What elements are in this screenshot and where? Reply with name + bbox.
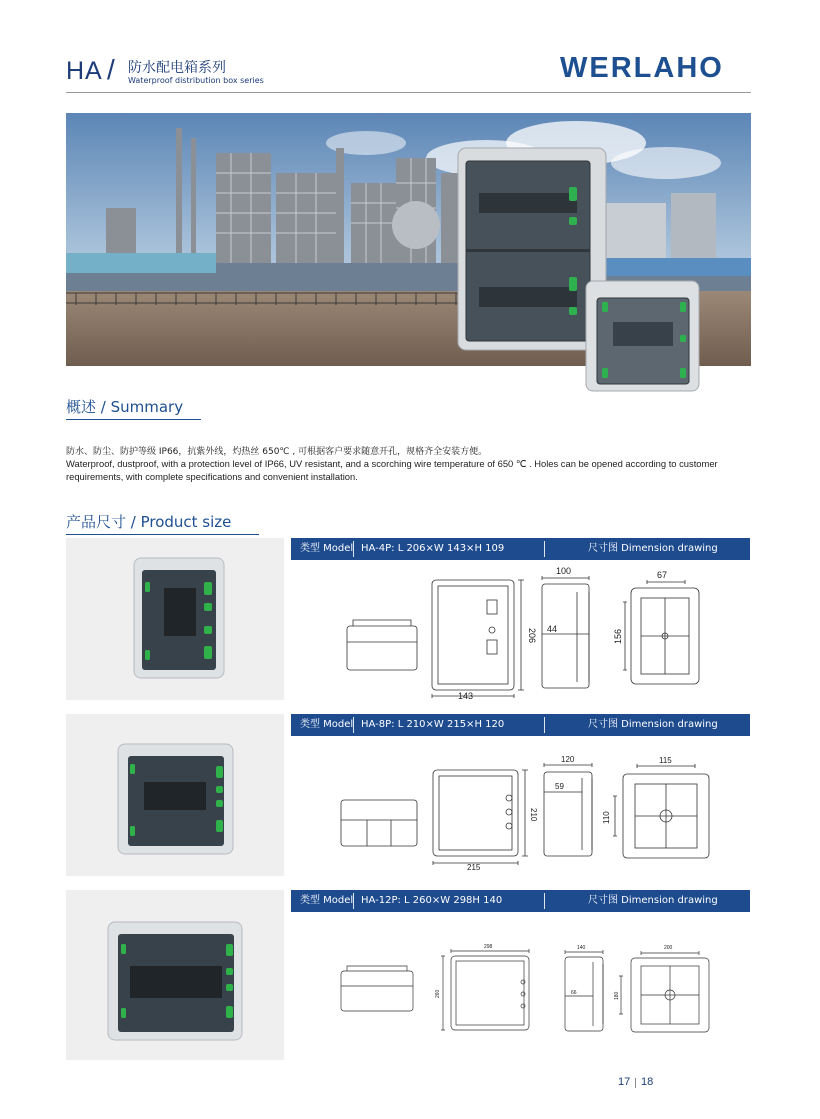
dim-back-width: 115 bbox=[659, 756, 672, 765]
top-view bbox=[341, 971, 413, 1011]
dim-front-width: 298 bbox=[484, 944, 493, 950]
front-view bbox=[433, 770, 518, 856]
bar-separator bbox=[544, 541, 545, 557]
product-photo-ha-8p bbox=[66, 714, 284, 876]
enclosure-12p-graphic bbox=[66, 890, 284, 1060]
dim-side-depth: 59 bbox=[555, 782, 564, 791]
bar-separator bbox=[544, 717, 545, 733]
product-photo-ha-4p bbox=[66, 538, 284, 700]
bar-separator bbox=[544, 893, 545, 909]
summary-heading-underline bbox=[66, 419, 201, 420]
model-spec: HA-8P: L 210×W 215×H 120 bbox=[361, 719, 505, 730]
dim-front-width: 215 bbox=[467, 863, 481, 872]
model-bar-ha-12p bbox=[291, 890, 750, 912]
dim-side-width: 140 bbox=[577, 945, 586, 951]
page-number-separator bbox=[635, 1078, 636, 1088]
series-title-en: Waterproof distribution box series bbox=[128, 76, 264, 85]
dim-back-width: 67 bbox=[657, 570, 668, 580]
dimension-drawing-label: 尺寸图 Dimension drawing bbox=[588, 719, 718, 730]
bar-separator bbox=[353, 717, 354, 733]
model-spec: HA-4P: L 206×W 143×H 109 bbox=[361, 543, 505, 554]
front-view bbox=[432, 580, 514, 690]
dim-side-depth: 44 bbox=[547, 624, 558, 634]
page-number-right: 18 bbox=[641, 1076, 654, 1088]
summary-heading: 概述 / Summary bbox=[66, 398, 184, 416]
dimension-drawing-ha-4p bbox=[291, 562, 750, 702]
dimension-drawing-label: 尺寸图 Dimension drawing bbox=[588, 543, 718, 554]
dimension-drawing-label: 尺寸图 Dimension drawing bbox=[588, 895, 718, 906]
hero-product-small-enclosure bbox=[585, 280, 700, 392]
dim-side-width: 100 bbox=[556, 566, 572, 576]
drawing-8p-svg bbox=[291, 738, 750, 878]
summary-text-en: Waterproof, dustproof, with a protection level of IP66, UV resistant, and a scorching wire temperature of 650 ℃ . Holes can be opened according to customer requirements, with complete specifications and convenient installation. bbox=[66, 458, 718, 482]
dimension-drawing-ha-12p bbox=[291, 914, 750, 1060]
model-type-label: 类型 Model bbox=[300, 543, 354, 554]
dim-back-height: 180 bbox=[614, 991, 620, 1000]
dim-front-height: 260 bbox=[435, 989, 441, 998]
enclosure-8p-graphic bbox=[66, 714, 284, 876]
model-spec: HA-12P: L 260×W 298H 140 bbox=[361, 895, 503, 906]
side-view bbox=[544, 772, 592, 856]
dim-back-width: 200 bbox=[664, 945, 673, 951]
dim-front-width: 143 bbox=[458, 691, 474, 701]
small-enclosure-graphic bbox=[585, 280, 700, 392]
series-title-cn: 防水配电箱系列 bbox=[128, 60, 226, 76]
top-view bbox=[341, 800, 417, 846]
dim-front-height: 210 bbox=[529, 808, 538, 822]
front-view bbox=[451, 956, 529, 1030]
bar-separator bbox=[353, 893, 354, 909]
title-slash: / bbox=[107, 54, 115, 85]
drawing-4p-svg bbox=[291, 562, 750, 702]
model-bar-ha-8p bbox=[291, 714, 750, 736]
bar-separator bbox=[353, 541, 354, 557]
product-photo-ha-12p bbox=[66, 890, 284, 1060]
summary-text-cn: 防水、防尘、防护等级 IP66，抗紫外线，灼热丝 650℃ , 可根据客户要求随意开孔，规格齐全安装方便。 bbox=[66, 447, 488, 457]
dimension-drawing-ha-8p bbox=[291, 738, 750, 878]
dim-side-depth: 66 bbox=[571, 990, 577, 996]
dim-side-width: 120 bbox=[561, 755, 575, 764]
series-code: HA bbox=[66, 57, 103, 85]
page-number-left: 17 bbox=[618, 1076, 631, 1088]
side-view bbox=[542, 584, 589, 688]
top-view bbox=[347, 626, 417, 670]
dim-front-height: 206 bbox=[527, 628, 537, 644]
header-divider bbox=[66, 92, 751, 93]
model-type-label: 类型 Model bbox=[300, 719, 354, 730]
brand-logo: WERLAHO bbox=[560, 52, 724, 84]
product-size-heading: 产品尺寸 / Product size bbox=[66, 513, 232, 531]
dim-back-height: 156 bbox=[613, 628, 623, 644]
product-size-heading-underline bbox=[66, 534, 259, 535]
model-type-label: 类型 Model bbox=[300, 895, 354, 906]
dim-back-height: 110 bbox=[602, 811, 611, 824]
model-bar-ha-4p bbox=[291, 538, 750, 560]
drawing-12p-svg bbox=[291, 914, 750, 1060]
enclosure-4p-graphic bbox=[66, 538, 284, 700]
